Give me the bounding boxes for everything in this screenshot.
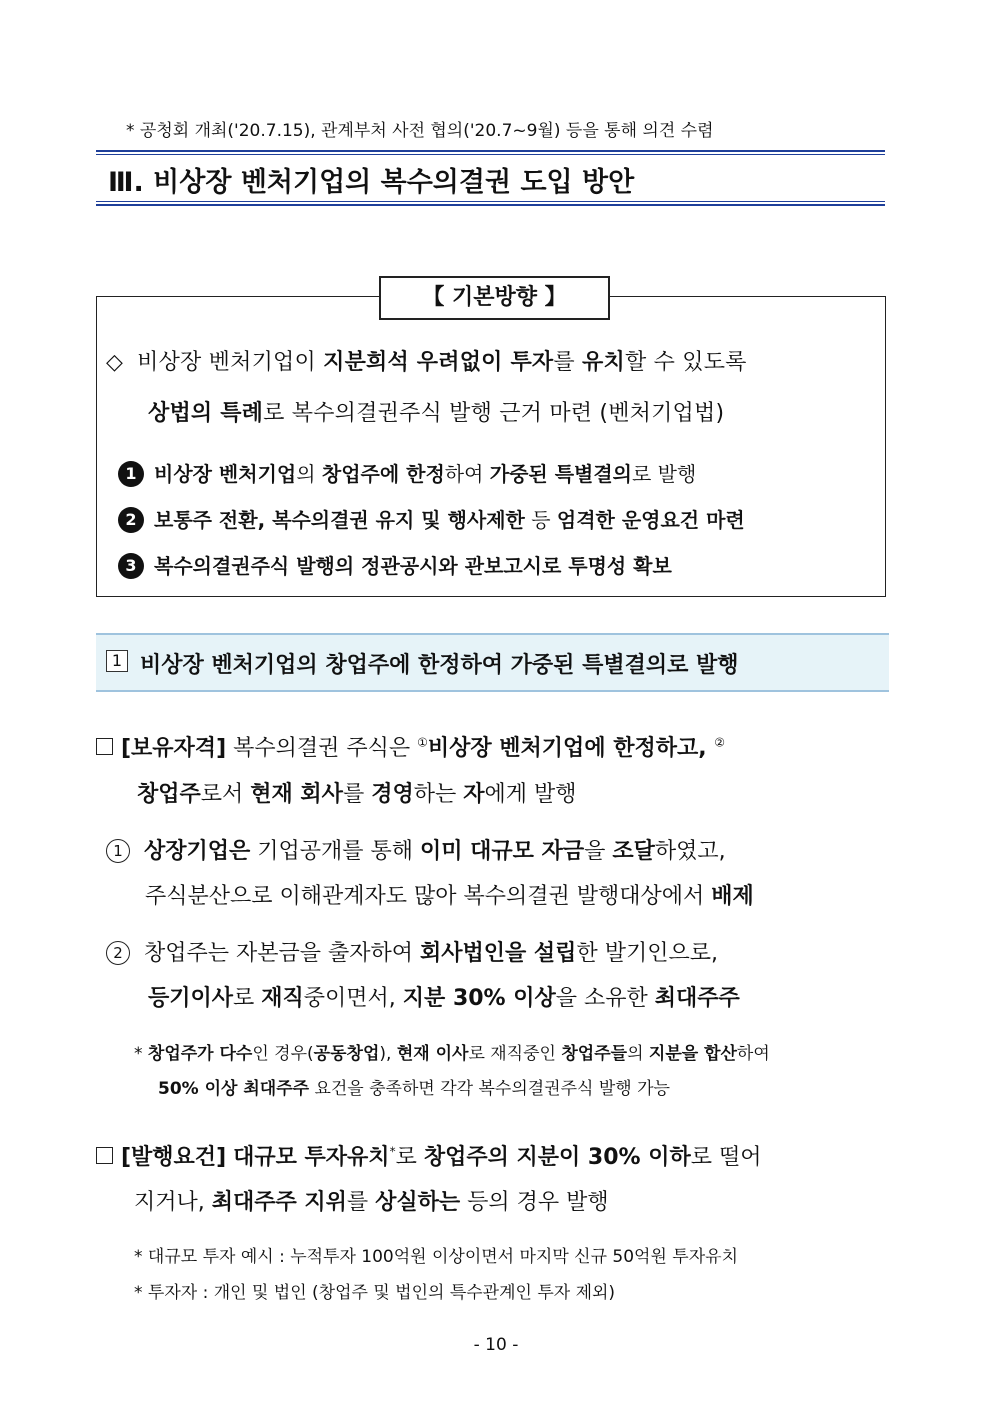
box-line-2 — [148, 396, 724, 427]
text-segment: 자 — [463, 782, 485, 807]
text-segment: 의 — [627, 1044, 649, 1064]
number-1-icon: 1 — [118, 461, 144, 487]
box-item-1 — [118, 458, 696, 487]
text-segment: 할 수 있도록 — [624, 350, 747, 375]
text-segment: ), — [379, 1044, 397, 1064]
text-segment: 지거나, — [134, 1190, 212, 1215]
text-segment: * — [389, 1144, 396, 1159]
sub-heading-bar — [96, 633, 889, 692]
text-segment: 를 — [346, 1190, 376, 1215]
text-segment: ② — [714, 735, 726, 750]
text-segment: 창업주들 — [561, 1044, 628, 1064]
text-segment: 을 — [584, 839, 613, 864]
checkbox-icon — [96, 738, 113, 755]
text-segment: 요건을 충족하면 각각 복수의결권주식 발행 가능 — [309, 1079, 670, 1099]
text-segment: 상장기업은 — [144, 839, 251, 864]
text-segment: 로서 — [200, 782, 251, 807]
text-segment: 지분희석 우려없이 투자 — [323, 350, 554, 375]
text-segment: 창업주에 한정 — [321, 462, 445, 486]
text-segment: 상법의 특례 — [148, 401, 264, 426]
text-segment: 의 — [296, 462, 322, 486]
text-segment: 공동창업 — [313, 1044, 380, 1064]
issuance-line-1 — [96, 1140, 761, 1171]
box-line-1 — [106, 345, 747, 376]
listed-company-line-1 — [106, 834, 726, 865]
circled-1: 1 — [106, 839, 130, 863]
text-segment: 현재 이사 — [396, 1044, 469, 1064]
text-segment: 하는 — [413, 782, 464, 807]
text-segment: 경영 — [371, 782, 414, 807]
text-segment: 조달 — [612, 839, 655, 864]
diamond-icon: ◇ — [106, 350, 124, 375]
text-segment: 로 — [395, 1145, 424, 1170]
text-segment: [발행요건] — [121, 1145, 227, 1170]
text-segment: 재직 — [261, 986, 304, 1011]
text-segment: 에게 발행 — [484, 782, 577, 807]
text-segment: * — [134, 1044, 148, 1064]
note1-line-1 — [134, 1039, 770, 1064]
number-3-icon: 3 — [118, 553, 144, 579]
section-title: Ⅲ. 비상장 벤처기업의 복수의결권 도입 방안 — [108, 167, 635, 198]
text-segment: 하여 — [736, 1044, 770, 1064]
text-segment: 등의 경우 발행 — [460, 1190, 609, 1215]
text-segment: 로 — [233, 986, 262, 1011]
checkbox-icon — [96, 1147, 113, 1164]
text-segment: 등 — [524, 508, 557, 532]
text-segment: 비상장 벤처기업에 한정하고, — [427, 736, 715, 761]
text-segment: 한 발기인으로, — [576, 941, 718, 966]
text-segment: 복수의결권주식 발행의 정관공시와 관보고시로 투명성 확보 — [154, 554, 672, 578]
text-segment: 을 소유한 — [555, 986, 655, 1011]
top-note: * 공청회 개최('20.7.15), 관계부처 사전 협의('20.7~9월) 등을 통해 의견 수렴 — [126, 121, 714, 141]
text-segment: 창업주가 다수 — [147, 1044, 253, 1064]
box-item-3 — [118, 550, 672, 579]
listed-company-line-2 — [145, 879, 754, 910]
text-segment: 50% 이상 최대주주 — [158, 1079, 310, 1099]
qualification-line-1 — [96, 731, 725, 762]
text-segment: 보통주 전환, 복수의결권 유지 및 행사제한 — [154, 508, 525, 532]
note2-line-2: * 투자자 : 개인 및 법인 (창업주 및 법인의 특수관계인 투자 제외) — [134, 1283, 616, 1303]
text-segment: 최대주주 — [654, 986, 740, 1011]
founder-line-1 — [106, 936, 718, 967]
text-segment: ① — [417, 735, 428, 750]
text-segment: 중이면서, — [303, 986, 403, 1011]
text-segment: 복수의결권 주식은 — [226, 736, 418, 761]
note2-line-1: * 대규모 투자 예시 : 누적투자 100억원 이상이면서 마지막 신규 50억원 투자유치 — [134, 1247, 738, 1267]
text-segment: 창업주 — [137, 782, 201, 807]
text-segment: 엄격한 운영요건 마련 — [556, 508, 745, 532]
text-segment: 로 발행 — [631, 462, 697, 486]
text-segment: 인 경우( — [252, 1044, 314, 1064]
section-title-bar — [96, 150, 885, 206]
text-segment: 비상장 벤처기업이 — [137, 350, 324, 375]
text-segment: 를 — [342, 782, 372, 807]
text-segment: 가중된 특별결의 — [489, 462, 632, 486]
text-segment: 유치 — [582, 350, 625, 375]
founder-line-2 — [148, 981, 740, 1012]
sub-heading-number: 1 — [106, 650, 128, 672]
text-segment: 회사법인을 설립 — [420, 941, 577, 966]
text-segment: 최대주주 지위 — [211, 1190, 347, 1215]
page-number: - 10 - — [473, 1335, 519, 1355]
text-segment: 로 떨어 — [690, 1145, 762, 1170]
basic-direction-tag: 【 기본방향 】 — [379, 276, 610, 320]
text-segment: 지분을 합산 — [648, 1044, 737, 1064]
text-segment: 비상장 벤처기업 — [154, 462, 297, 486]
text-segment: 창업주의 지분이 30% 이하 — [423, 1145, 691, 1170]
text-segment: [보유자격] — [121, 736, 227, 761]
text-segment: (벤처기업법) — [599, 401, 725, 426]
text-segment: 대규모 투자유치 — [233, 1145, 390, 1170]
text-segment: 배제 — [711, 884, 754, 909]
box-item-2 — [118, 504, 745, 533]
text-segment: 창업주는 자본금을 출자하여 — [144, 941, 421, 966]
text-segment: 로 복수의결권주식 발행 근거 마련 — [263, 401, 600, 426]
number-2-icon: 2 — [118, 507, 144, 533]
text-segment: 를 — [553, 350, 583, 375]
circled-2: 2 — [106, 941, 130, 965]
text-segment: 지분 30% 이상 — [402, 986, 556, 1011]
text-segment: 주식분산으로 이해관계자도 많아 복수의결권 발행대상에서 — [145, 884, 712, 909]
text-segment: 로 재직중인 — [468, 1044, 562, 1064]
text-segment: 하여 — [444, 462, 490, 486]
text-segment: 이미 대규모 자금 — [420, 839, 585, 864]
text-segment: 하였고, — [654, 839, 726, 864]
text-segment: 상실하는 — [375, 1190, 461, 1215]
issuance-line-2 — [134, 1185, 609, 1216]
sub-heading-text: 비상장 벤처기업의 창업주에 한정하여 가중된 특별결의로 발행 — [140, 653, 739, 678]
text-segment: 등기이사 — [148, 986, 234, 1011]
text-segment: 기업공개를 통해 — [250, 839, 421, 864]
qualification-line-2 — [137, 777, 576, 808]
text-segment: 현재 회사 — [250, 782, 343, 807]
note1-line-2 — [158, 1074, 670, 1099]
